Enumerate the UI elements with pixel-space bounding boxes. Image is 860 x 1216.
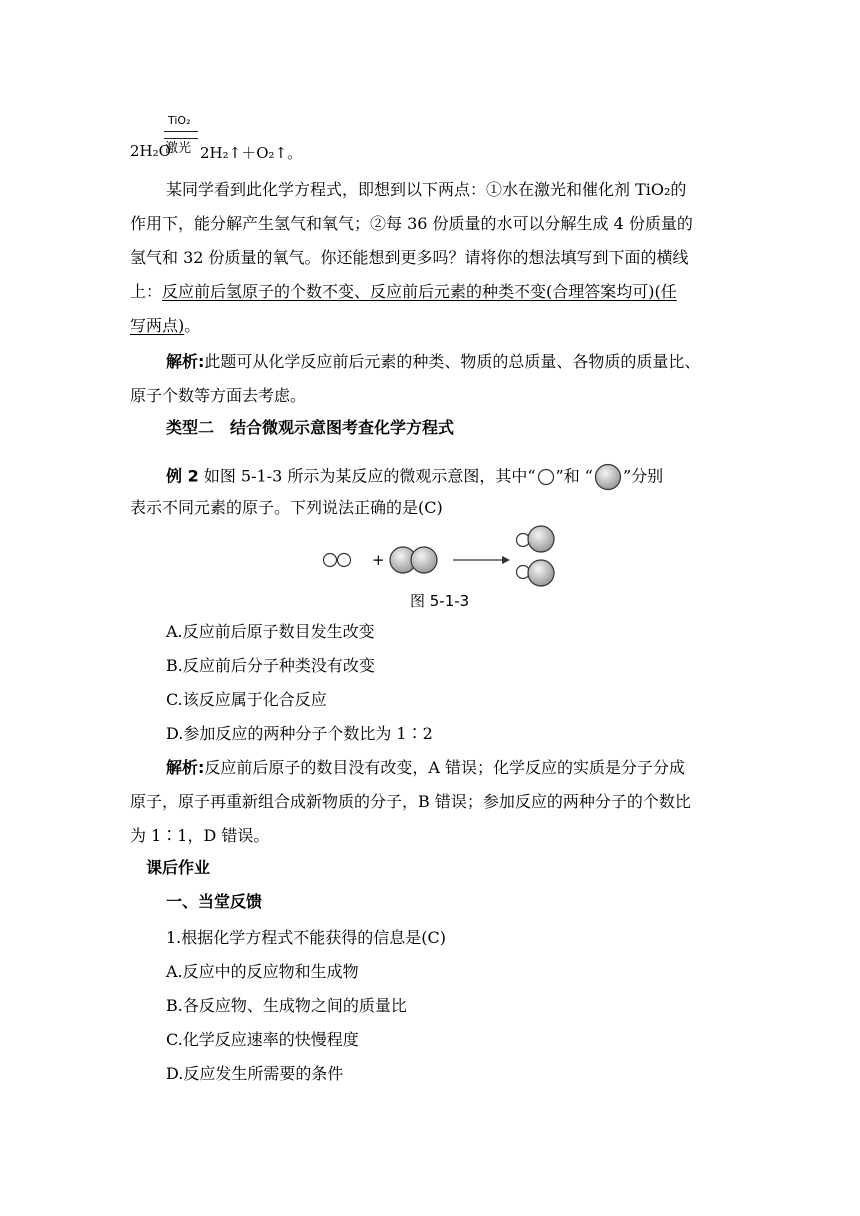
analysis-label: 解析: xyxy=(166,758,205,777)
question-1-stem: 1.根据化学方程式不能获得的信息是(C) xyxy=(166,928,446,947)
para1-line3: 氢气和 32 份质量的氧气。你还能想到更多吗？请将你的想法填写到下面的横线 xyxy=(130,248,689,267)
example2-line1 xyxy=(166,462,663,492)
example2-text-a: 如图 5-1-3 所示为某反应的微观示意图，其中“ xyxy=(203,466,536,486)
small-atom-molecule xyxy=(324,554,351,567)
analysis-label: 解析: xyxy=(166,352,205,371)
analysis2-line2: 原子，原子再重新组合成新物质的分子，B 错误；参加反应的两种分子的个数比 xyxy=(130,792,691,811)
equation-reactants: 2H₂O xyxy=(130,142,171,160)
option-a: A.反应前后原子数目发生改变 xyxy=(166,622,375,641)
reaction-arrow xyxy=(453,556,510,564)
example-label: 例 2 xyxy=(166,466,199,486)
question-1-option-d: D.反应发生所需要的条件 xyxy=(166,1064,344,1083)
question-1-option-a: A.反应中的反应物和生成物 xyxy=(166,962,359,981)
answer-text-part1: 反应前后氢原子的个数不变、反应前后元素的种类不变(合理答案均可)(任 xyxy=(162,282,677,301)
para1-line1: 某同学看到此化学方程式，即想到以下两点：①水在激光和催化剂 TiO₂的 xyxy=(166,180,687,199)
analysis2-line1 xyxy=(166,758,685,778)
equation-catalyst: TiO₂ xyxy=(168,114,191,127)
option-b: B.反应前后分子种类没有改变 xyxy=(166,656,375,675)
analysis1-line2: 原子个数等方面去考虑。 xyxy=(130,386,307,405)
para1-line5-suffix: 。 xyxy=(184,316,201,335)
analysis1-text1: 此题可从化学反应前后元素的种类、物质的总质量、各物质的质量比、 xyxy=(204,352,701,371)
equation-condition: 激光 xyxy=(165,141,192,156)
example2-line2: 表示不同元素的原子。下列说法正确的是(C) xyxy=(130,498,443,517)
option-c: C.该反应属于化合反应 xyxy=(166,690,327,709)
chemical-equation xyxy=(130,110,350,166)
example2-text-b: ”和 “ xyxy=(555,466,593,486)
para1-line4 xyxy=(130,282,677,302)
para1-line4-prefix: 上： xyxy=(130,282,163,301)
question-1-option-b: B.各反应物、生成物之间的质量比 xyxy=(166,996,407,1015)
answer-text-part2: 写两点) xyxy=(130,316,185,335)
analysis2-line3: 为 1∶1，D 错误。 xyxy=(130,826,270,845)
product-molecule-1 xyxy=(517,526,555,552)
homework-heading: 课后作业 xyxy=(146,858,211,877)
plus-sign: + xyxy=(372,551,385,569)
section-heading-type2: 类型二 结合微观示意图考查化学方程式 xyxy=(166,418,455,437)
analysis2-text1: 反应前后原子的数目没有改变，A 错误；化学反应的实质是分子分成 xyxy=(204,758,686,777)
large-atom-icon xyxy=(593,462,623,492)
analysis1-line1 xyxy=(166,352,700,372)
small-atom-icon xyxy=(536,467,556,487)
figure-caption: 图 5-1-3 xyxy=(410,592,470,610)
feedback-heading: 一、当堂反馈 xyxy=(166,892,263,911)
para1-line5 xyxy=(130,316,200,336)
example2-text-c: ”分别 xyxy=(622,466,664,486)
product-molecule-2 xyxy=(517,560,555,586)
option-d: D.参加反应的两种分子个数比为 1∶2 xyxy=(166,724,433,743)
question-1-option-c: C.化学反应速率的快慢程度 xyxy=(166,1030,359,1049)
para1-line2: 作用下，能分解产生氢气和氧气；②每 36 份质量的水可以分解生成 4 份质量的 xyxy=(130,214,693,233)
equation-products: 2H₂↑＋O₂↑。 xyxy=(200,144,303,162)
large-atom-molecule xyxy=(390,547,437,573)
